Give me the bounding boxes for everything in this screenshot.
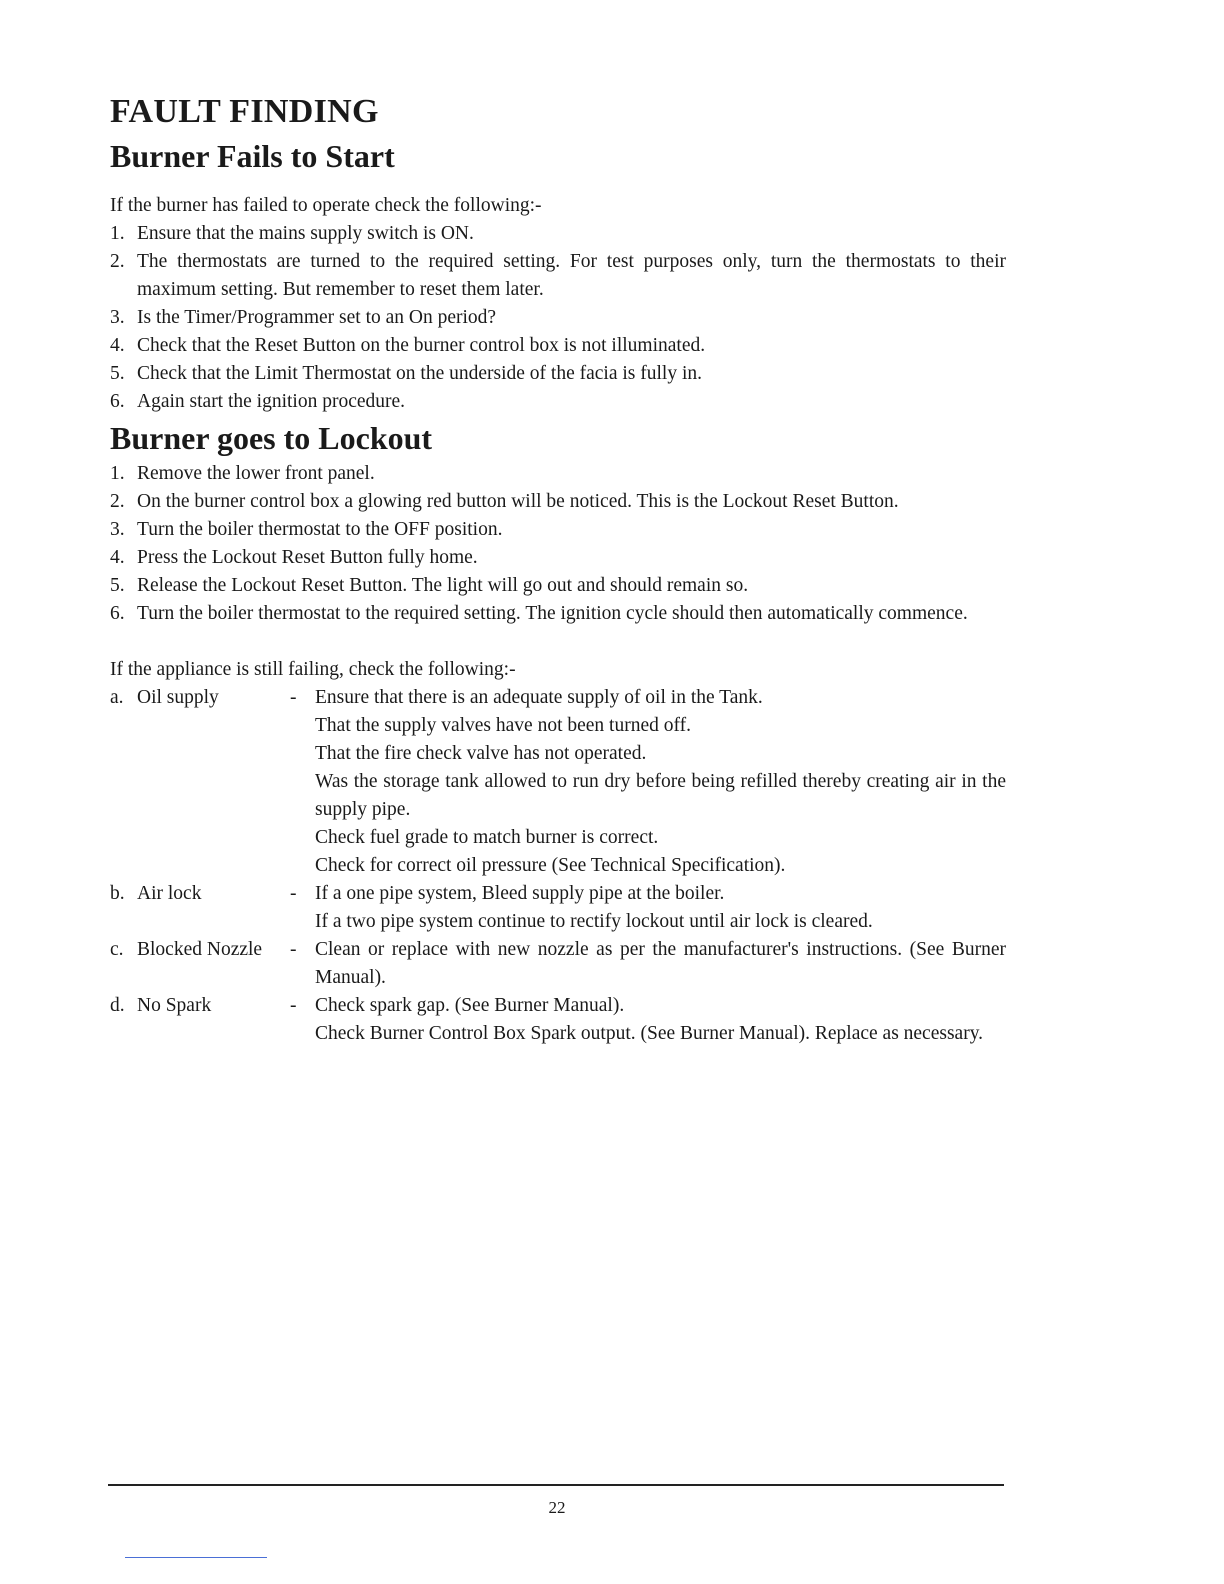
list-item — [110, 360, 1006, 388]
check-line: Ensure that there is an adequate supply of oil in the Tank. — [315, 687, 763, 708]
check-row-blocked-nozzle — [110, 936, 1006, 992]
check-line: If a two pipe system continue to rectify lockout until air lock is cleared. — [315, 911, 873, 932]
list-item — [110, 220, 1006, 248]
page-title: FAULT FINDING — [110, 93, 379, 130]
list-item — [110, 488, 1006, 516]
item-number: 5. — [110, 363, 125, 384]
check-details — [315, 684, 1006, 880]
check-line: Clean or replace with new nozzle as per the manufacturer's instructions. (See Burner Manual). — [315, 939, 1006, 988]
check-letter: a. — [110, 687, 124, 708]
item-text: On the burner control box a glowing red button will be noticed. This is the Lockout Reset Button. — [137, 491, 899, 512]
item-text: Release the Lockout Reset Button. The light will go out and should remain so. — [137, 575, 749, 596]
item-text: Turn the boiler thermostat to the required setting. The ignition cycle should then automatically commence. — [137, 603, 968, 624]
check-letter: c. — [110, 939, 124, 960]
list-item — [110, 332, 1006, 360]
footer-accent-line — [125, 1557, 267, 1558]
check-row-air-lock — [110, 880, 1006, 936]
document-page — [110, 90, 1006, 1048]
item-number: 1. — [110, 463, 125, 484]
list-item — [110, 460, 1006, 488]
list-item — [110, 304, 1006, 332]
footer-divider — [108, 1484, 1004, 1486]
check-name: Oil supply — [137, 687, 219, 708]
check-row-oil-supply — [110, 684, 1006, 880]
check-dash: - — [290, 883, 297, 904]
further-checks-table — [110, 684, 1006, 1048]
list-item — [110, 388, 1006, 416]
check-letter: b. — [110, 883, 125, 904]
check-details — [315, 880, 1006, 936]
section-intro: If the burner has failed to operate check the following:- — [110, 195, 542, 216]
list-item — [110, 572, 1006, 600]
check-name: No Spark — [137, 995, 212, 1016]
page-number: 22 — [548, 1498, 566, 1517]
check-dash: - — [290, 939, 297, 960]
check-label — [110, 936, 290, 992]
lockout-checklist — [110, 460, 1006, 628]
further-checks-intro: If the appliance is still failing, check the following:- — [110, 659, 516, 680]
item-text: Is the Timer/Programmer set to an On period? — [137, 307, 497, 328]
check-dash: - — [290, 687, 297, 708]
item-text: The thermostats are turned to the required setting. For test purposes only, turn the thermostats to their maximum setting. But remember to reset them later. — [137, 251, 1006, 300]
check-label — [110, 684, 290, 880]
check-row-no-spark — [110, 992, 1006, 1048]
check-label — [110, 880, 290, 936]
check-line: If a one pipe system, Bleed supply pipe at the boiler. — [315, 883, 725, 904]
list-item — [110, 248, 1006, 304]
check-label — [110, 992, 290, 1048]
check-line: Was the storage tank allowed to run dry before being refilled thereby creating air in the supply pipe. — [315, 771, 1006, 820]
check-details — [315, 936, 1006, 992]
item-number: 4. — [110, 547, 125, 568]
item-text: Press the Lockout Reset Button fully home. — [137, 547, 478, 568]
item-number: 4. — [110, 335, 125, 356]
check-line: Check for correct oil pressure (See Technical Specification). — [315, 855, 786, 876]
item-number: 3. — [110, 307, 125, 328]
check-name: Air lock — [137, 883, 202, 904]
item-text: Again start the ignition procedure. — [137, 391, 406, 412]
item-number: 2. — [110, 491, 125, 512]
check-letter: d. — [110, 995, 125, 1016]
check-line: Check Burner Control Box Spark output. (See Burner Manual). Replace as necessary. — [315, 1023, 984, 1044]
item-text: Check that the Reset Button on the burner control box is not illuminated. — [137, 335, 706, 356]
list-item — [110, 544, 1006, 572]
item-number: 5. — [110, 575, 125, 596]
item-number: 6. — [110, 391, 125, 412]
item-text: Turn the boiler thermostat to the OFF position. — [137, 519, 503, 540]
check-details — [315, 992, 1006, 1048]
list-item — [110, 600, 1006, 628]
check-dash: - — [290, 995, 297, 1016]
section-heading-lockout: Burner goes to Lockout — [110, 420, 433, 456]
item-number: 2. — [110, 251, 125, 272]
check-line: That the supply valves have not been turned off. — [315, 715, 691, 736]
list-item — [110, 516, 1006, 544]
item-number: 1. — [110, 223, 125, 244]
start-checklist — [110, 220, 1006, 416]
check-line: Check spark gap. (See Burner Manual). — [315, 995, 625, 1016]
item-text: Ensure that the mains supply switch is ON. — [137, 223, 474, 244]
section-heading-burner-fails: Burner Fails to Start — [110, 138, 395, 174]
check-line: Check fuel grade to match burner is correct. — [315, 827, 659, 848]
item-text: Remove the lower front panel. — [137, 463, 375, 484]
item-number: 3. — [110, 519, 125, 540]
item-number: 6. — [110, 603, 125, 624]
check-name: Blocked Nozzle — [137, 939, 263, 960]
check-line: That the fire check valve has not operated. — [315, 743, 647, 764]
item-text: Check that the Limit Thermostat on the underside of the facia is fully in. — [137, 363, 702, 384]
